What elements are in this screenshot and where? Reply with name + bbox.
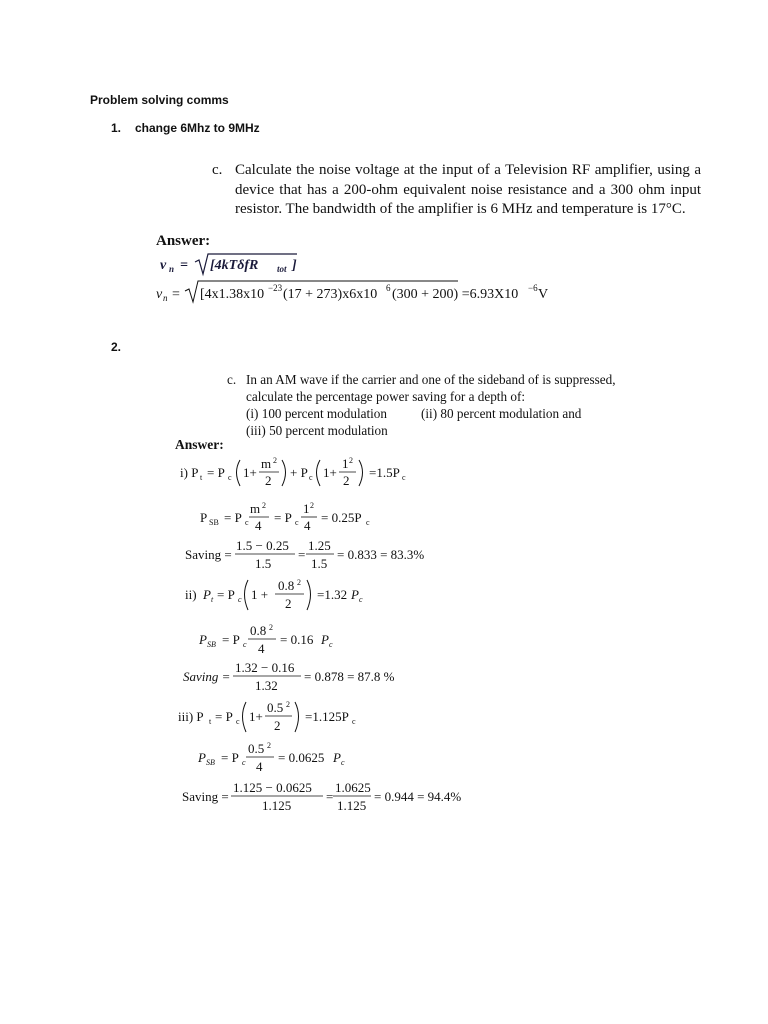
svg-text:P: P xyxy=(199,632,207,647)
svg-text:2: 2 xyxy=(285,596,292,611)
svg-text:1.5: 1.5 xyxy=(255,556,272,571)
svg-text:c: c xyxy=(402,473,406,482)
svg-text:1.32: 1.32 xyxy=(255,678,278,693)
part-iii-total-power xyxy=(178,700,356,733)
svg-text:SB: SB xyxy=(209,518,219,527)
part-i-saving xyxy=(185,538,424,571)
svg-text:1.125: 1.125 xyxy=(262,798,292,813)
svg-text:= 0.944 = 94.4%: = 0.944 = 94.4% xyxy=(374,789,462,804)
part-ii-saving xyxy=(183,660,395,693)
question-line: (ii) 80 percent modulation and xyxy=(421,406,582,421)
svg-text:1.25: 1.25 xyxy=(308,538,331,553)
svg-text:1.32 − 0.16: 1.32 − 0.16 xyxy=(235,660,295,675)
svg-text:= P: = P xyxy=(224,510,242,525)
svg-text:1: 1 xyxy=(303,501,310,516)
answer-label: Answer: xyxy=(175,437,224,452)
svg-text:= 0.25P: = 0.25P xyxy=(321,510,362,525)
svg-text:n: n xyxy=(163,293,168,303)
svg-text:m: m xyxy=(261,456,272,471)
svg-text:c: c xyxy=(238,595,242,604)
svg-text:2: 2 xyxy=(267,741,271,750)
svg-text:2: 2 xyxy=(297,578,301,587)
svg-text:c: c xyxy=(352,717,356,726)
svg-text:2: 2 xyxy=(274,718,281,733)
part-ii-sideband-power xyxy=(198,623,333,656)
svg-text:SB: SB xyxy=(206,758,215,767)
svg-text:1.5: 1.5 xyxy=(311,556,328,571)
svg-text:P: P xyxy=(203,587,211,602)
svg-text:t: t xyxy=(209,717,212,726)
svg-text:0.8: 0.8 xyxy=(250,623,267,638)
svg-text:1+: 1+ xyxy=(323,465,337,480)
list-item-number: 1. xyxy=(111,121,122,135)
svg-text:2: 2 xyxy=(343,473,350,488)
svg-text:tot: tot xyxy=(277,264,287,274)
svg-text:c: c xyxy=(236,717,240,726)
answer-label: Answer: xyxy=(156,233,211,249)
svg-text:+ P: + P xyxy=(290,465,308,480)
svg-text:2: 2 xyxy=(269,623,273,632)
problem-2-equations xyxy=(170,452,470,822)
svg-text:c: c xyxy=(366,518,370,527)
svg-text:2: 2 xyxy=(265,473,272,488)
part-ii-total-power xyxy=(185,578,363,611)
svg-text:=1.125P: =1.125P xyxy=(305,709,349,724)
question-text: Calculate the noise voltage at the input of a Television RF amplifier, using a device that has a 200-ohm equivalent noise resistance and a 300 ohm input resistor. The bandwidth of the amplifier is 6 MHz and temperature is 17°C. xyxy=(235,162,701,217)
svg-text:= P: = P xyxy=(215,709,233,724)
svg-text:[4x1.38x10: [4x1.38x10 xyxy=(200,287,265,302)
svg-text:c: c xyxy=(242,758,246,767)
svg-text:6: 6 xyxy=(386,283,391,293)
part-i-total-power xyxy=(180,456,406,488)
svg-text:4: 4 xyxy=(256,759,263,774)
svg-text:V: V xyxy=(538,287,549,302)
svg-text:c: c xyxy=(243,640,247,649)
list-item-2: 2. xyxy=(111,340,122,354)
svg-text:2: 2 xyxy=(349,456,353,465)
svg-text:[4kTδfR: [4kTδfR xyxy=(210,258,259,273)
svg-text:=: = xyxy=(172,287,180,302)
svg-text:c: c xyxy=(341,758,345,767)
problem-1-equations xyxy=(150,250,580,310)
svg-text:]: ] xyxy=(292,258,297,273)
svg-text:1.5 − 0.25: 1.5 − 0.25 xyxy=(236,538,289,553)
svg-text:c: c xyxy=(228,473,232,482)
svg-text:−23: −23 xyxy=(268,283,283,293)
question-line: (iii) 50 percent modulation xyxy=(246,423,388,438)
svg-text:(17 + 273)x6x10: (17 + 273)x6x10 xyxy=(283,287,378,302)
part-i-sideband-power xyxy=(200,501,370,533)
part-iii-sideband-power xyxy=(197,741,345,774)
svg-text:P: P xyxy=(321,632,329,647)
svg-text:−6: −6 xyxy=(528,283,538,293)
svg-text:c: c xyxy=(359,595,363,604)
svg-text:c: c xyxy=(295,518,299,527)
svg-text:c: c xyxy=(245,518,249,527)
svg-text:1.0625: 1.0625 xyxy=(335,780,371,795)
svg-text:0.5: 0.5 xyxy=(267,700,284,715)
noise-formula xyxy=(160,254,297,274)
svg-text:P: P xyxy=(351,587,359,602)
question-line: (i) 100 percent modulation xyxy=(246,406,387,421)
svg-text:n: n xyxy=(169,264,175,274)
svg-text:1.125 − 0.0625: 1.125 − 0.0625 xyxy=(233,780,312,795)
svg-text:2: 2 xyxy=(310,501,314,510)
svg-text:0.5: 0.5 xyxy=(248,741,265,756)
svg-text:=: = xyxy=(298,547,306,562)
svg-text:v: v xyxy=(160,258,167,273)
svg-text:1: 1 xyxy=(342,456,349,471)
svg-text:m: m xyxy=(250,501,261,516)
svg-text:=: = xyxy=(180,258,188,273)
svg-text:Saving =: Saving = xyxy=(185,547,232,562)
svg-text:t: t xyxy=(211,595,214,604)
noise-calculation xyxy=(156,281,548,303)
svg-text:t: t xyxy=(200,473,203,482)
svg-text:= P: = P xyxy=(274,510,292,525)
svg-text:iii) P: iii) P xyxy=(178,709,204,724)
question-line: calculate the percentage power saving for a depth of: xyxy=(246,389,526,404)
svg-text:=: = xyxy=(326,789,334,804)
svg-text:=1.32: =1.32 xyxy=(317,587,348,602)
svg-text:2: 2 xyxy=(262,501,266,510)
svg-text:1+: 1+ xyxy=(249,709,263,724)
svg-text:4: 4 xyxy=(258,641,265,656)
svg-text:= 0.0625: = 0.0625 xyxy=(278,750,325,765)
svg-text:Saving =: Saving = xyxy=(182,789,229,804)
svg-text:i) P: i) P xyxy=(180,465,199,480)
svg-text:P: P xyxy=(200,510,208,525)
svg-text:2: 2 xyxy=(286,700,290,709)
list-item-text: change 6Mhz to 9MHz xyxy=(135,121,260,135)
svg-text:4: 4 xyxy=(255,518,262,533)
svg-text:= 0.16: = 0.16 xyxy=(280,632,314,647)
svg-text:4: 4 xyxy=(304,518,311,533)
svg-text:(300 + 200) =6.93X10: (300 + 200) =6.93X10 xyxy=(392,287,519,302)
svg-text:= 0.878 = 87.8 %: = 0.878 = 87.8 % xyxy=(304,669,395,684)
svg-text:2: 2 xyxy=(273,456,277,465)
svg-text:= P: = P xyxy=(217,587,235,602)
question-label: c. xyxy=(227,372,237,387)
svg-text:0.8: 0.8 xyxy=(278,578,295,593)
svg-text:1+: 1+ xyxy=(243,465,257,480)
svg-text:c: c xyxy=(309,473,313,482)
svg-text:v: v xyxy=(156,287,163,302)
svg-text:= P: = P xyxy=(207,465,225,480)
svg-text:= P: = P xyxy=(222,632,240,647)
question-label: c. xyxy=(212,162,223,178)
svg-text:= P: = P xyxy=(221,750,239,765)
part-iii-saving xyxy=(182,780,461,813)
svg-text:P: P xyxy=(198,750,206,765)
svg-text:ii): ii) xyxy=(185,587,197,602)
svg-text:P: P xyxy=(333,750,341,765)
svg-text:=1.5P: =1.5P xyxy=(369,465,400,480)
svg-text:SB: SB xyxy=(207,640,216,649)
list-item-1 xyxy=(111,121,260,135)
svg-text:1.125: 1.125 xyxy=(337,798,367,813)
svg-text:Saving =: Saving = xyxy=(183,669,231,684)
svg-text:1 +: 1 + xyxy=(251,587,269,602)
question-line: In an AM wave if the carrier and one of the sideband of is suppressed, xyxy=(246,372,616,387)
svg-text:= 0.833 = 83.3%: = 0.833 = 83.3% xyxy=(337,547,425,562)
document-title: Problem solving comms xyxy=(90,93,229,107)
svg-text:c: c xyxy=(329,640,333,649)
